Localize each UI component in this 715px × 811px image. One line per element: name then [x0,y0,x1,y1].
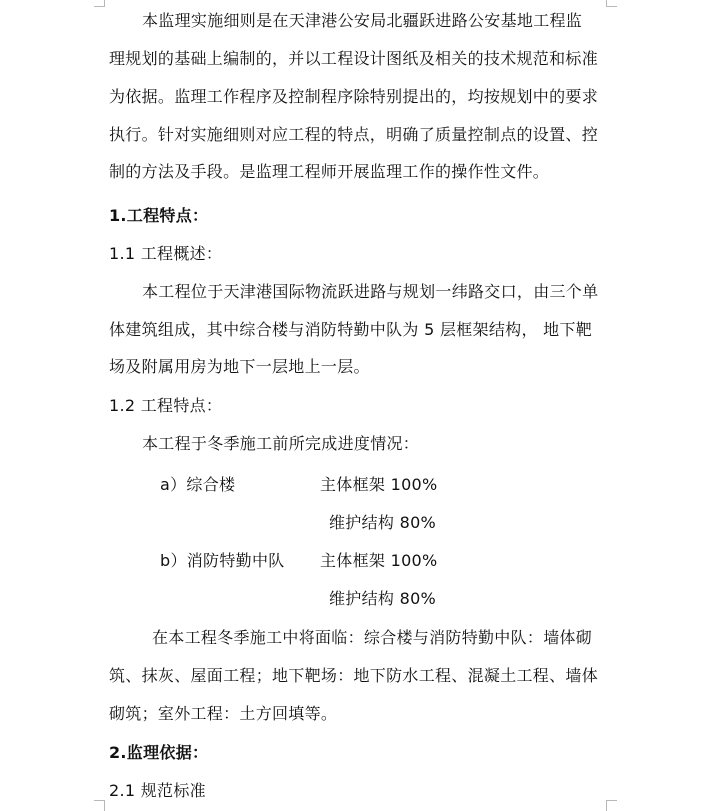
progress-item-label: a）综合楼 [160,475,236,494]
section-1-1-heading: 1.1 工程概述： [109,244,223,263]
winter-line: 砌筑；室外工程：土方回填等。 [109,704,338,723]
page-corner-mark [606,800,617,811]
page-corner-mark [94,800,105,811]
section-1-2-heading: 1.2 工程特点： [109,396,223,415]
progress-item-label: b）消防特勤中队 [160,551,285,570]
intro-line: 理规划的基础上编制的，并以工程设计图纸及相关的技术规范和标准 [109,49,599,68]
progress-item-value: 主体框架 100% [320,475,438,494]
section-2-1-heading: 2.1 规范标准 [109,781,206,800]
intro-line: 为依据。监理工作程序及控制程序除特别提出的，均按规划中的要求 [109,87,599,106]
intro-line: 制的方法及手段。是监理工程师开展监理工作的操作性文件。 [109,162,550,181]
progress-item-value: 主体框架 100% [320,551,438,570]
page-corner-mark [94,0,105,7]
section-2-heading: 2.监理依据： [109,743,209,762]
page-corner-mark [606,0,617,7]
section-1-heading: 1.工程特点： [109,206,209,225]
intro-line: 本监理实施细则是在天津港公安局北疆跃进路公安基地工程监 [142,11,583,30]
overview-line: 本工程位于天津港国际物流跃进路与规划一纬路交口，由三个单 [142,282,599,301]
overview-line: 体建筑组成，其中综合楼与消防特勤中队为 5 层框架结构， 地下靶 [109,320,593,339]
progress-item-value: 维护结构 80% [329,513,437,532]
progress-item-value: 维护结构 80% [329,589,437,608]
winter-line: 在本工程冬季施工中将面临：综合楼与消防特勤中队：墙体砌 [152,628,593,647]
overview-line: 场及附属用房为地下一层地上一层。 [109,357,370,376]
progress-intro: 本工程于冬季施工前所完成进度情况： [142,434,420,453]
intro-line: 执行。针对实施细则对应工程的特点，明确了质量控制点的设置、控 [109,125,599,144]
winter-line: 筑、抹灰、屋面工程；地下靶场：地下防水工程、混凝土工程、墙体 [109,666,599,685]
